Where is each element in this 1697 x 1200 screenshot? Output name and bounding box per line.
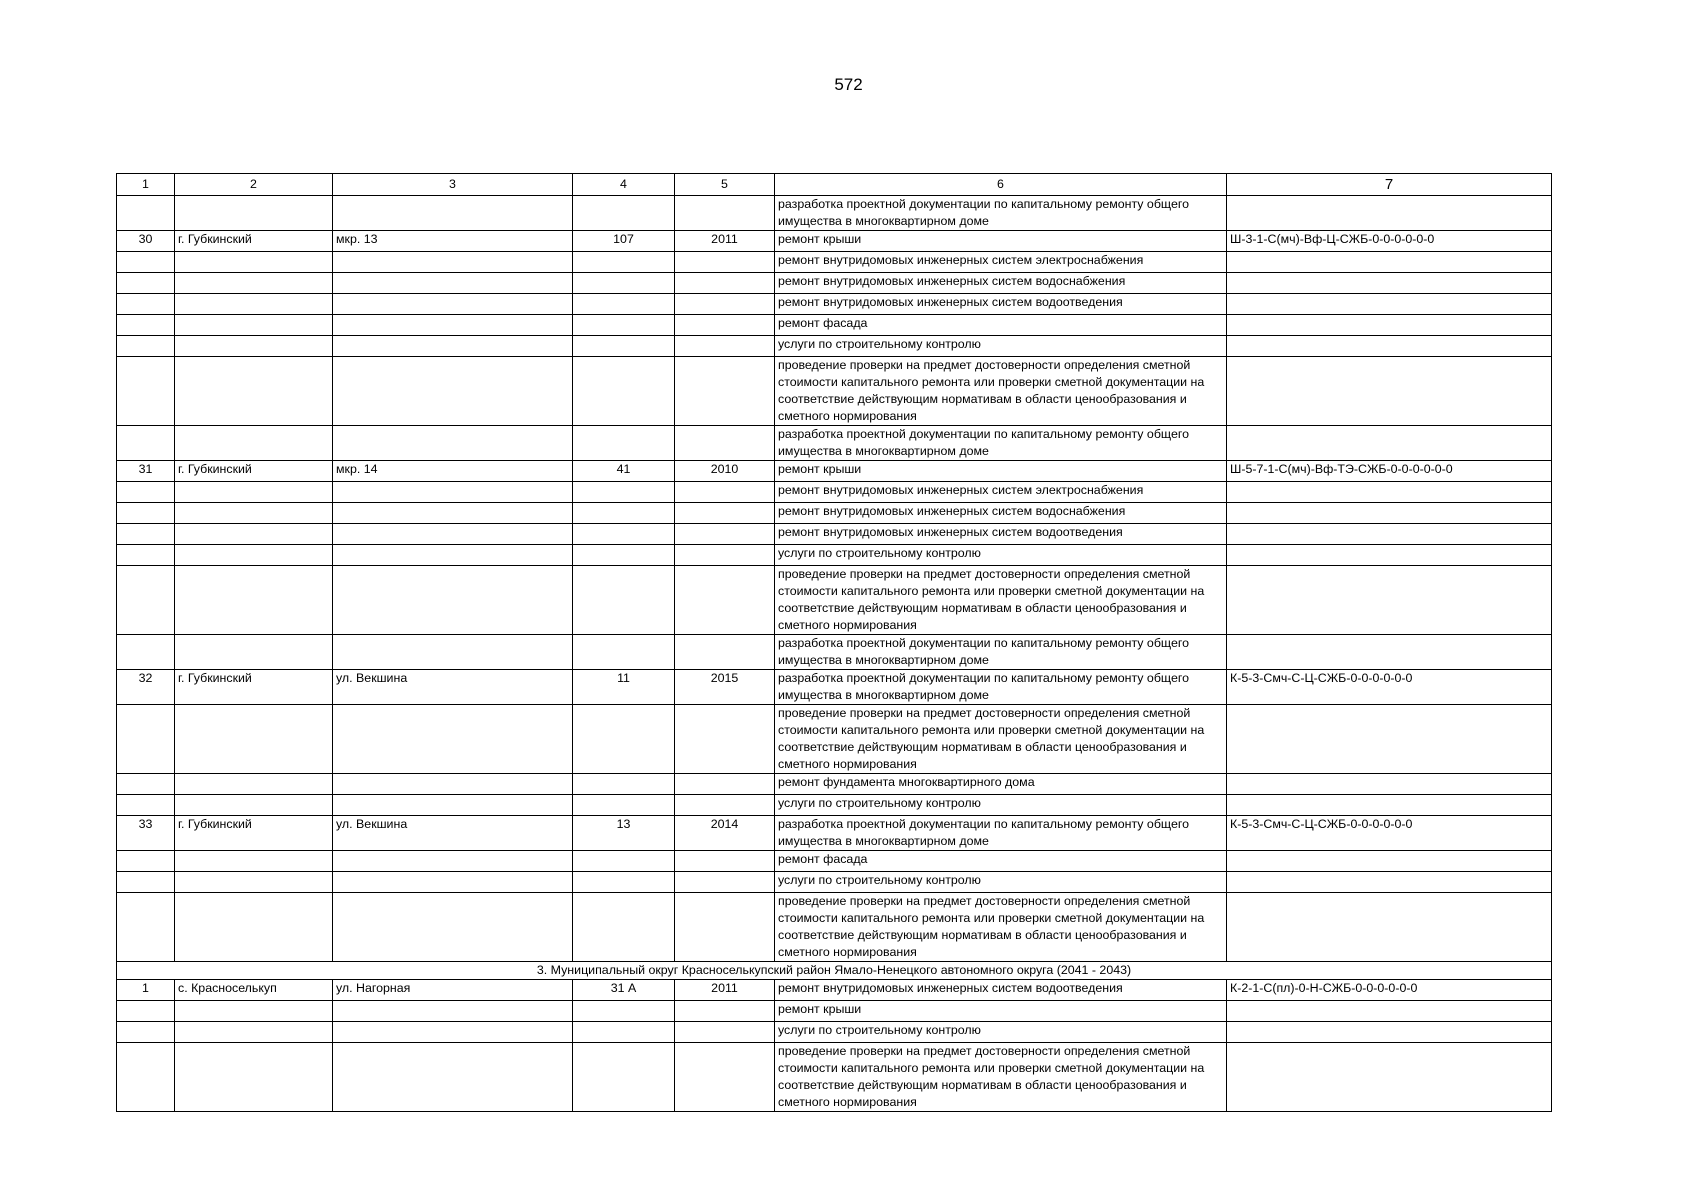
row-number-cell [117, 566, 175, 635]
header-cell: 5 [675, 174, 775, 196]
building-code-cell [1227, 315, 1552, 336]
address-cell [333, 795, 573, 816]
table-row [117, 816, 1552, 851]
table-row [117, 426, 1552, 461]
work-type-cell: ремонт крыши [775, 461, 1227, 482]
year-cell [675, 336, 775, 357]
work-type-cell: проведение проверки на предмет достоверности определения сметной стоимости капитального ремонта или проверки сметной документации на соответствие действующим нормативам в области ценообразования и сметного нормирования [775, 893, 1227, 962]
locality-cell: г. Губкинский [175, 231, 333, 252]
locality-cell [175, 1022, 333, 1043]
house-number-cell [573, 252, 675, 273]
locality-cell [175, 252, 333, 273]
row-number-cell [117, 1022, 175, 1043]
building-code-cell [1227, 635, 1552, 670]
building-code-cell [1227, 357, 1552, 426]
house-number-cell: 41 [573, 461, 675, 482]
house-number-cell [573, 294, 675, 315]
building-code-cell [1227, 426, 1552, 461]
year-cell [675, 273, 775, 294]
locality-cell [175, 482, 333, 503]
building-code-cell [1227, 566, 1552, 635]
work-type-cell: ремонт фундамента многоквартирного дома [775, 774, 1227, 795]
row-number-cell [117, 357, 175, 426]
work-type-cell: проведение проверки на предмет достоверности определения сметной стоимости капитального ремонта или проверки сметной документации на соответствие действующим нормативам в области ценообразования и сметного нормирования [775, 357, 1227, 426]
house-number-cell [573, 774, 675, 795]
table-row [117, 461, 1552, 482]
house-number-cell [573, 426, 675, 461]
address-cell [333, 524, 573, 545]
locality-cell: с. Красноселькуп [175, 980, 333, 1001]
work-type-cell: услуги по строительному контролю [775, 795, 1227, 816]
table-row [117, 566, 1552, 635]
row-number-cell [117, 315, 175, 336]
year-cell [675, 851, 775, 872]
building-code-cell [1227, 545, 1552, 566]
house-number-cell [573, 196, 675, 231]
house-number-cell: 31 А [573, 980, 675, 1001]
year-cell [675, 893, 775, 962]
header-cell: 6 [775, 174, 1227, 196]
year-cell [675, 635, 775, 670]
locality-cell [175, 336, 333, 357]
house-number-cell [573, 566, 675, 635]
year-cell [675, 294, 775, 315]
table-row [117, 893, 1552, 962]
table-row [117, 545, 1552, 566]
section-title: 3. Муниципальный округ Красноселькупский район Ямало-Ненецкого автономного округа (2041 - 2043) [117, 962, 1552, 980]
year-cell [675, 566, 775, 635]
table-row [117, 1001, 1552, 1022]
house-number-cell [573, 635, 675, 670]
work-type-cell: ремонт крыши [775, 231, 1227, 252]
work-type-cell: ремонт внутридомовых инженерных систем водоснабжения [775, 273, 1227, 294]
house-number-cell [573, 315, 675, 336]
work-type-cell: ремонт внутридомовых инженерных систем водоотведения [775, 524, 1227, 545]
table-row [117, 774, 1552, 795]
locality-cell [175, 1043, 333, 1112]
building-code-cell [1227, 1022, 1552, 1043]
locality-cell [175, 635, 333, 670]
locality-cell [175, 795, 333, 816]
locality-cell [175, 273, 333, 294]
row-number-cell: 30 [117, 231, 175, 252]
year-cell: 2014 [675, 816, 775, 851]
header-cell: 4 [573, 174, 675, 196]
locality-cell [175, 315, 333, 336]
year-cell [675, 503, 775, 524]
table-row [117, 196, 1552, 231]
house-number-cell [573, 872, 675, 893]
row-number-cell [117, 196, 175, 231]
row-number-cell [117, 1001, 175, 1022]
table-row [117, 1043, 1552, 1112]
house-number-cell: 11 [573, 670, 675, 705]
row-number-cell [117, 482, 175, 503]
header-row [117, 174, 1552, 196]
address-cell [333, 315, 573, 336]
year-cell [675, 315, 775, 336]
address-cell [333, 336, 573, 357]
table-row [117, 231, 1552, 252]
locality-cell: г. Губкинский [175, 670, 333, 705]
year-cell [675, 357, 775, 426]
locality-cell [175, 774, 333, 795]
locality-cell [175, 566, 333, 635]
address-cell [333, 774, 573, 795]
house-number-cell [573, 357, 675, 426]
year-cell [675, 795, 775, 816]
house-number-cell [573, 336, 675, 357]
building-code-cell [1227, 524, 1552, 545]
building-code-cell [1227, 1001, 1552, 1022]
building-code-cell [1227, 705, 1552, 774]
repair-schedule-table [116, 173, 1552, 1112]
year-cell [675, 196, 775, 231]
locality-cell [175, 196, 333, 231]
locality-cell [175, 1001, 333, 1022]
page-number: 572 [834, 75, 863, 94]
row-number-cell [117, 273, 175, 294]
locality-cell [175, 524, 333, 545]
header-cell: 7 [1227, 174, 1552, 196]
row-number-cell [117, 1043, 175, 1112]
house-number-cell [573, 851, 675, 872]
year-cell: 2011 [675, 980, 775, 1001]
house-number-cell [573, 524, 675, 545]
header-cell: 3 [333, 174, 573, 196]
year-cell: 2015 [675, 670, 775, 705]
row-number-cell: 32 [117, 670, 175, 705]
row-number-cell [117, 893, 175, 962]
address-cell [333, 872, 573, 893]
year-cell [675, 1043, 775, 1112]
row-number-cell [117, 635, 175, 670]
building-code-cell [1227, 774, 1552, 795]
work-type-cell: ремонт фасада [775, 315, 1227, 336]
building-code-cell [1227, 893, 1552, 962]
house-number-cell [573, 1022, 675, 1043]
building-code-cell: Ш-5-7-1-С(мч)-Вф-ТЭ-СЖБ-0-0-0-0-0-0 [1227, 461, 1552, 482]
address-cell: ул. Векшина [333, 816, 573, 851]
building-code-cell [1227, 273, 1552, 294]
work-type-cell: ремонт внутридомовых инженерных систем водоснабжения [775, 503, 1227, 524]
locality-cell: г. Губкинский [175, 461, 333, 482]
building-code-cell [1227, 336, 1552, 357]
work-type-cell: проведение проверки на предмет достоверности определения сметной стоимости капитального ремонта или проверки сметной документации на соответствие действующим нормативам в области ценообразования и сметного нормирования [775, 1043, 1227, 1112]
building-code-cell: К-5-3-Смч-С-Ц-СЖБ-0-0-0-0-0-0 [1227, 816, 1552, 851]
work-type-cell: проведение проверки на предмет достоверности определения сметной стоимости капитального ремонта или проверки сметной документации на соответствие действующим нормативам в области ценообразования и сметного нормирования [775, 705, 1227, 774]
section-title-row [117, 962, 1552, 980]
address-cell [333, 1022, 573, 1043]
work-type-cell: ремонт внутридомовых инженерных систем электроснабжения [775, 482, 1227, 503]
address-cell [333, 545, 573, 566]
address-cell [333, 426, 573, 461]
locality-cell [175, 705, 333, 774]
locality-cell [175, 893, 333, 962]
table-row [117, 273, 1552, 294]
address-cell [333, 252, 573, 273]
work-type-cell: разработка проектной документации по капитальному ремонту общего имущества в многоквартирном доме [775, 426, 1227, 461]
work-type-cell: ремонт фасада [775, 851, 1227, 872]
address-cell [333, 482, 573, 503]
building-code-cell: К-5-3-Смч-С-Ц-СЖБ-0-0-0-0-0-0 [1227, 670, 1552, 705]
locality-cell [175, 851, 333, 872]
house-number-cell [573, 482, 675, 503]
table-row [117, 670, 1552, 705]
row-number-cell [117, 294, 175, 315]
table-row [117, 635, 1552, 670]
table-row [117, 872, 1552, 893]
header-cell: 1 [117, 174, 175, 196]
address-cell [333, 705, 573, 774]
row-number-cell: 31 [117, 461, 175, 482]
row-number-cell: 1 [117, 980, 175, 1001]
year-cell [675, 872, 775, 893]
row-number-cell [117, 503, 175, 524]
building-code-cell [1227, 482, 1552, 503]
building-code-cell: Ш-3-1-С(мч)-Вф-Ц-СЖБ-0-0-0-0-0-0 [1227, 231, 1552, 252]
table-row [117, 980, 1552, 1001]
work-type-cell: ремонт внутридомовых инженерных систем электроснабжения [775, 252, 1227, 273]
year-cell [675, 705, 775, 774]
year-cell: 2010 [675, 461, 775, 482]
address-cell [333, 635, 573, 670]
row-number-cell [117, 524, 175, 545]
work-type-cell: разработка проектной документации по капитальному ремонту общего имущества в многоквартирном доме [775, 196, 1227, 231]
locality-cell [175, 545, 333, 566]
building-code-cell [1227, 851, 1552, 872]
year-cell [675, 252, 775, 273]
table-row [117, 851, 1552, 872]
table-row [117, 524, 1552, 545]
work-type-cell: услуги по строительному контролю [775, 1022, 1227, 1043]
year-cell [675, 426, 775, 461]
year-cell: 2011 [675, 231, 775, 252]
address-cell [333, 893, 573, 962]
row-number-cell [117, 545, 175, 566]
house-number-cell [573, 1043, 675, 1112]
address-cell [333, 503, 573, 524]
row-number-cell [117, 851, 175, 872]
work-type-cell: услуги по строительному контролю [775, 872, 1227, 893]
address-cell: ул. Векшина [333, 670, 573, 705]
address-cell: ул. Нагорная [333, 980, 573, 1001]
row-number-cell: 33 [117, 816, 175, 851]
address-cell [333, 566, 573, 635]
work-type-cell: ремонт внутридомовых инженерных систем водоотведения [775, 980, 1227, 1001]
table-row [117, 1022, 1552, 1043]
year-cell [675, 482, 775, 503]
house-number-cell [573, 893, 675, 962]
row-number-cell [117, 426, 175, 461]
building-code-cell [1227, 1043, 1552, 1112]
address-cell [333, 294, 573, 315]
address-cell [333, 357, 573, 426]
address-cell: мкр. 13 [333, 231, 573, 252]
address-cell [333, 196, 573, 231]
house-number-cell: 13 [573, 816, 675, 851]
work-type-cell: разработка проектной документации по капитальному ремонту общего имущества в многоквартирном доме [775, 635, 1227, 670]
locality-cell [175, 426, 333, 461]
house-number-cell [573, 705, 675, 774]
header-cell: 2 [175, 174, 333, 196]
address-cell [333, 273, 573, 294]
table-row [117, 357, 1552, 426]
locality-cell [175, 294, 333, 315]
locality-cell [175, 503, 333, 524]
table-row [117, 503, 1552, 524]
table-row [117, 336, 1552, 357]
house-number-cell [573, 545, 675, 566]
building-code-cell [1227, 252, 1552, 273]
row-number-cell [117, 774, 175, 795]
address-cell [333, 1043, 573, 1112]
building-code-cell: К-2-1-С(пл)-0-Н-СЖБ-0-0-0-0-0-0 [1227, 980, 1552, 1001]
locality-cell [175, 872, 333, 893]
address-cell [333, 1001, 573, 1022]
year-cell [675, 1022, 775, 1043]
house-number-cell: 107 [573, 231, 675, 252]
building-code-cell [1227, 795, 1552, 816]
table-row [117, 795, 1552, 816]
year-cell [675, 774, 775, 795]
row-number-cell [117, 705, 175, 774]
row-number-cell [117, 872, 175, 893]
work-type-cell: проведение проверки на предмет достоверности определения сметной стоимости капитального ремонта или проверки сметной документации на соответствие действующим нормативам в области ценообразования и сметного нормирования [775, 566, 1227, 635]
address-cell: мкр. 14 [333, 461, 573, 482]
house-number-cell [573, 273, 675, 294]
building-code-cell [1227, 872, 1552, 893]
row-number-cell [117, 252, 175, 273]
locality-cell [175, 357, 333, 426]
year-cell [675, 545, 775, 566]
building-code-cell [1227, 196, 1552, 231]
building-code-cell [1227, 503, 1552, 524]
address-cell [333, 851, 573, 872]
locality-cell: г. Губкинский [175, 816, 333, 851]
building-code-cell [1227, 294, 1552, 315]
row-number-cell [117, 336, 175, 357]
year-cell [675, 1001, 775, 1022]
year-cell [675, 524, 775, 545]
house-number-cell [573, 795, 675, 816]
table-row [117, 482, 1552, 503]
table-row [117, 705, 1552, 774]
table-row [117, 315, 1552, 336]
work-type-cell: услуги по строительному контролю [775, 336, 1227, 357]
work-type-cell: ремонт крыши [775, 1001, 1227, 1022]
work-type-cell: разработка проектной документации по капитальному ремонту общего имущества в многоквартирном доме [775, 816, 1227, 851]
row-number-cell [117, 795, 175, 816]
table-row [117, 252, 1552, 273]
work-type-cell: услуги по строительному контролю [775, 545, 1227, 566]
work-type-cell: разработка проектной документации по капитальному ремонту общего имущества в многоквартирном доме [775, 670, 1227, 705]
house-number-cell [573, 1001, 675, 1022]
house-number-cell [573, 503, 675, 524]
table-row [117, 294, 1552, 315]
work-type-cell: ремонт внутридомовых инженерных систем водоотведения [775, 294, 1227, 315]
